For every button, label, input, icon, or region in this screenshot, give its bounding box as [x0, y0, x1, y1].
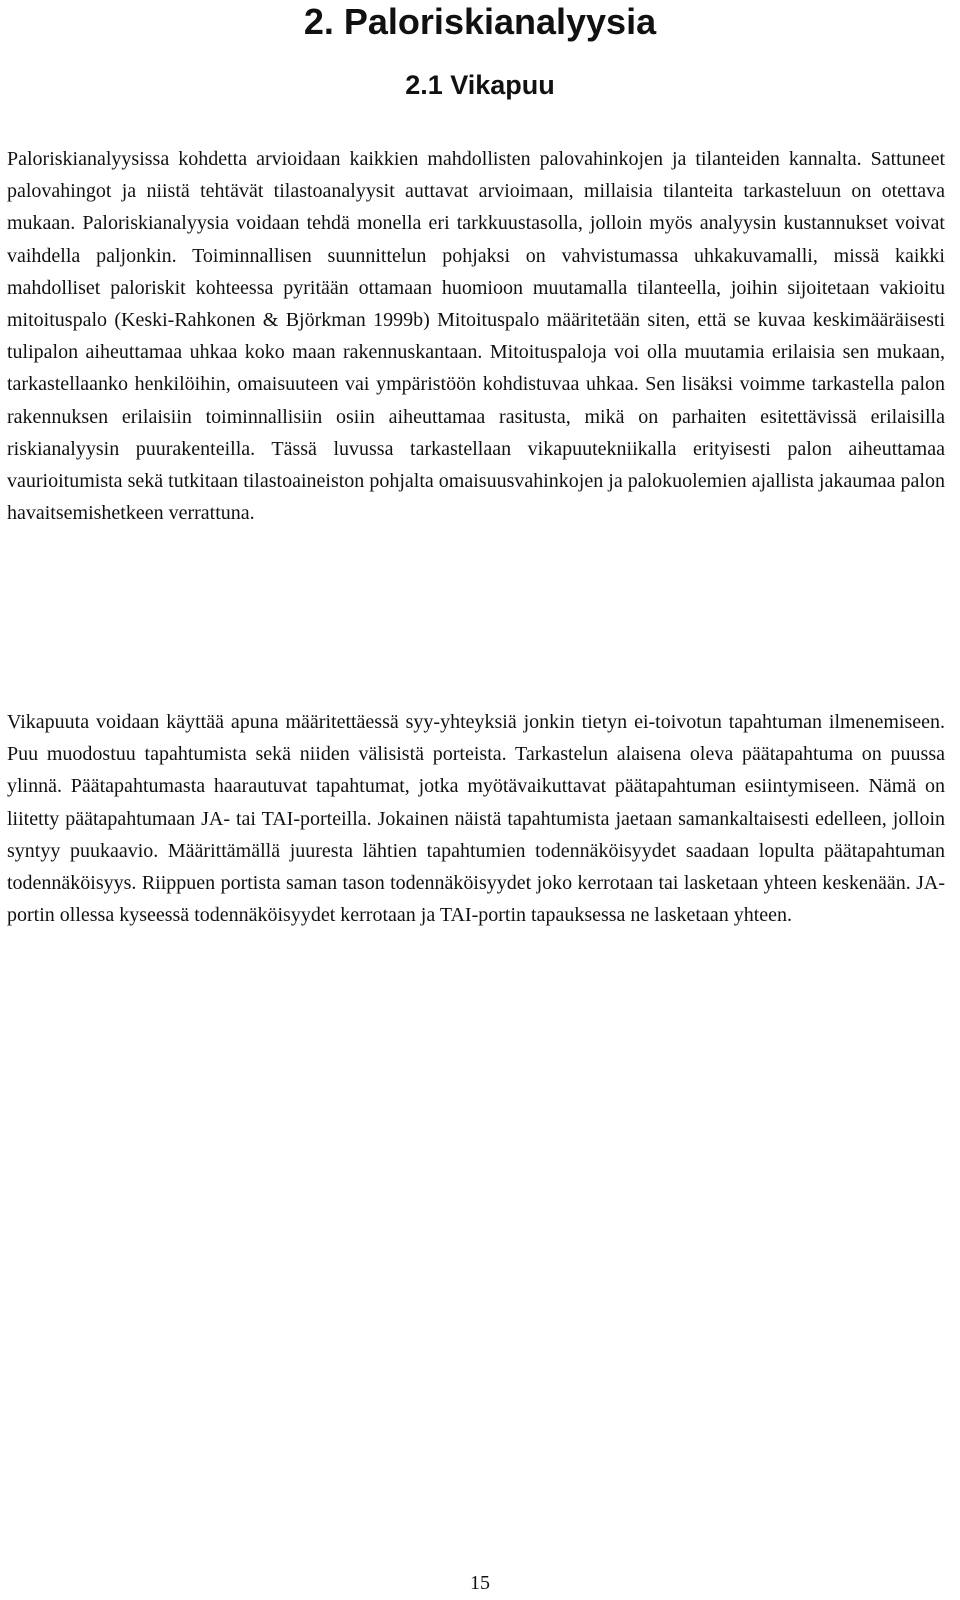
page-number: 15	[470, 1572, 490, 1594]
section-title: 2.1 Vikapuu	[405, 70, 555, 100]
body-paragraph: Paloriskianalyysissa kohdetta arvioidaan kaikkien mahdollisten palovahinkojen ja tilanteiden kannalta. Sattuneet palovahingot ja niistä tehtävät tilastoanalyysit auttavat arvioimaan, millaisia tilanteita tarkasteluun on otettava mukaan. Paloriskianalyysia voidaan tehdä monella eri tarkkuustasolla, jolloin myös analyysin kustannukset voivat vaihdella paljonkin. Toiminnallisen suunnittelun pohjaksi on vahvistumassa uhkakuvamalli, missä kaikki mahdolliset paloriskit kohteessa pyritään ottamaan huomioon muutamalla tilanteella, joihin sijoitetaan vakioitu mitoituspalo (Keski-Rahkonen & Björkman 1999b) Mitoituspalo määritetään siten, että se kuvaa keskimääräisesti tulipalon aiheuttamaa uhkaa koko maan rakennuskantaan. Mitoituspaloja voi olla muutamia erilaisia sen mukaan, tarkastellaanko henkilöihin, omaisuuteen vai ympäristöön kohdistuvaa uhkaa. Sen lisäksi voimme tarkastella palon rakennuksen erilaisiin toiminnallisiin osiin aiheuttamaa rasitusta, mikä on parhaiten esitettävissä erilaisilla riskianalyysin puurakenteilla. Tässä luvussa tarkastellaan vikapuutekniikalla erityisesti palon aiheuttamaa vaurioitumista sekä tutkitaan tilastoaineiston pohjalta omaisuusvahinkojen ja palokuolemien ajallista jakaumaa palon havaitsemishetkeen verrattuna.	[7, 148, 945, 525]
body-paragraph: Vikapuuta voidaan käyttää apuna määritettäessä syy-yhteyksiä jonkin tietyn ei-toivotun tapahtuman ilmenemiseen. Puu muodostuu tapahtumista sekä niiden välisistä porteista. Tarkastelun alaisena oleva päätapahtuma on puussa ylinnä. Päätapahtumasta haarautuvat tapahtumat, jotka myötävaikuttavat päätapahtuman esiintymiseen. Nämä on liitetty päätapahtumaan JA- tai TAI-porteilla. Jokainen näistä tapahtumista jaetaan samankaltaisesti edelleen, jolloin syntyy puukaavio. Määrittämällä juuresta lähtien tapahtumien todennäköisyydet saadaan lopulta päätapahtuman todennäköisyys. Riippuen portista saman tason todennäköisyydet joko kerrotaan tai lasketaan yhteen keskenään. JA-portin ollessa kyseessä todennäköisyydet kerrotaan ja TAI-portin tapauksessa ne lasketaan yhteen.	[7, 711, 945, 927]
chapter-title: 2. Paloriskianalyysia	[303, 1, 657, 42]
